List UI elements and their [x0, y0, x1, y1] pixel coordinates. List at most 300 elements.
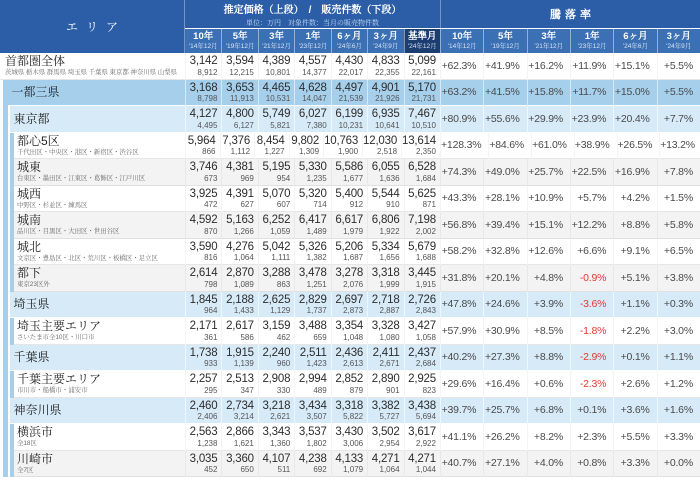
price-cell — [404, 212, 440, 239]
sales-count: 1,044 — [415, 465, 436, 474]
price-cell — [185, 318, 221, 345]
change-cell — [527, 106, 570, 133]
change-rate-columns — [440, 265, 700, 292]
sales-count: 11,913 — [229, 94, 254, 103]
area-label-wrap — [10, 345, 186, 372]
price-value: 13,614 — [402, 134, 437, 147]
area-cell — [0, 133, 185, 160]
sales-count: 1,687 — [343, 253, 364, 262]
change-value: +5.7% — [577, 192, 607, 205]
change-cell — [483, 424, 526, 451]
price-value: 3,318 — [371, 267, 400, 279]
price-cell — [185, 398, 221, 425]
price-value: 4,127 — [189, 108, 218, 120]
change-value: +9.1% — [620, 245, 650, 258]
change-cell — [440, 265, 483, 292]
change-value: +61.0% — [532, 139, 567, 152]
price-cell — [331, 424, 367, 451]
price-value: 3,159 — [262, 320, 291, 332]
change-cell — [483, 318, 526, 345]
change-value: +16.4% — [484, 377, 520, 390]
sales-count: 8,798 — [197, 94, 218, 103]
change-value: +25.7% — [528, 165, 563, 178]
change-rate-columns — [440, 345, 700, 372]
row-label: 一都三県 — [11, 85, 60, 100]
table-row — [0, 318, 700, 345]
price-columns — [185, 53, 440, 80]
change-value: +5.5% — [663, 59, 693, 72]
change-value: +15.8% — [528, 86, 563, 99]
row-label: 埼玉主要エリア — [17, 319, 102, 334]
change-cell — [483, 398, 526, 425]
change-cell — [657, 424, 700, 451]
change-cell — [613, 212, 656, 239]
price-value: 3,590 — [189, 240, 218, 253]
sales-count: 1,737 — [306, 306, 327, 315]
price-cell — [221, 318, 257, 345]
sales-count: 1,922 — [379, 226, 400, 236]
price-value: 3,427 — [408, 320, 436, 332]
sales-count: 21,926 — [375, 94, 400, 103]
price-value: 3,438 — [408, 399, 436, 412]
price-cell — [294, 239, 330, 266]
change-value: -1.8% — [579, 324, 607, 337]
price-cell — [258, 53, 294, 80]
sales-count: 462 — [276, 332, 291, 342]
price-cell — [331, 80, 367, 107]
price-value: 2,852 — [335, 373, 364, 385]
change-value: +1.2% — [663, 377, 693, 390]
table-row — [0, 451, 700, 477]
price-cell — [367, 371, 403, 398]
sales-count: 10,641 — [375, 120, 400, 130]
sales-count: 511 — [277, 465, 291, 474]
sales-count: 10,231 — [338, 120, 364, 130]
sales-count: 2,887 — [379, 306, 400, 315]
change-cell — [657, 159, 700, 186]
change-cell — [613, 424, 656, 451]
change-value: +32.8% — [484, 245, 520, 258]
price-value: 3,925 — [189, 187, 218, 200]
change-rate-columns — [440, 212, 700, 239]
change-cell — [527, 371, 570, 398]
period-label: 5年 — [232, 30, 248, 42]
sales-count: 659 — [313, 332, 327, 342]
change-cell — [483, 451, 526, 477]
area-label-wrap — [14, 186, 185, 213]
sales-count: 452 — [204, 465, 218, 474]
row-note: 台東区・墨田区・江東区・葛飾区・江戸川区 — [17, 175, 146, 183]
price-cell — [404, 159, 440, 186]
change-cell — [531, 133, 574, 160]
change-rate-columns — [440, 186, 700, 213]
change-value: +0.1% — [577, 404, 607, 417]
change-value: -2.9% — [579, 351, 607, 364]
change-value: -3.6% — [579, 298, 607, 311]
row-note: 東京23区外 — [17, 281, 50, 289]
price-cell — [367, 398, 403, 425]
sales-count: 3,006 — [343, 438, 364, 448]
price-value: 2,734 — [226, 399, 254, 412]
change-cell — [659, 133, 700, 160]
sales-count: 1,684 — [415, 173, 436, 183]
price-cell — [258, 106, 294, 133]
change-value: +15.0% — [614, 86, 650, 99]
price-value: 2,866 — [226, 426, 254, 438]
change-rate-columns — [440, 398, 700, 425]
price-value: 4,628 — [298, 81, 327, 94]
change-cell — [483, 239, 526, 266]
change-value: +22.5% — [571, 165, 607, 178]
price-columns — [185, 451, 440, 477]
change-rate-columns — [440, 106, 700, 133]
price-value: 6,027 — [298, 108, 327, 120]
change-value: +58.2% — [441, 245, 477, 258]
price-value: 2,870 — [226, 267, 254, 279]
table-row — [0, 53, 700, 80]
price-value: 3,746 — [189, 161, 218, 173]
sales-count: 866 — [202, 147, 216, 156]
period-date: '24年6月 — [622, 42, 648, 50]
price-value: 4,389 — [262, 55, 291, 67]
row-note: 茨城県 栃木県 群馬県 埼玉県 千葉県 東京都 神奈川県 山梨県 — [5, 69, 177, 77]
table-body — [0, 53, 700, 477]
change-value: +5.1% — [620, 271, 650, 284]
sales-count: 1,111 — [271, 253, 291, 262]
period-label: 5年 — [498, 30, 513, 42]
sales-count: 1,309 — [299, 147, 320, 156]
change-cell — [570, 371, 613, 398]
area-cell — [0, 265, 185, 292]
price-cell — [221, 398, 257, 425]
sales-count: 10,510 — [411, 120, 436, 130]
price-period-header — [294, 29, 330, 53]
change-cell — [570, 398, 613, 425]
change-value: +7.8% — [663, 165, 693, 178]
change-cell — [657, 318, 700, 345]
price-value: 6,935 — [371, 108, 400, 120]
sales-count: 22,161 — [411, 67, 436, 77]
price-cell — [404, 371, 440, 398]
price-value: 6,806 — [371, 214, 400, 226]
change-rate-columns — [440, 451, 700, 477]
table-row — [0, 106, 700, 133]
price-value: 2,625 — [262, 293, 291, 306]
price-cell — [323, 133, 362, 160]
change-cell — [483, 265, 526, 292]
change-cell — [657, 186, 700, 213]
price-cell — [254, 133, 289, 160]
change-value: +8.8% — [620, 218, 650, 231]
price-cell — [331, 239, 367, 266]
sales-count: 1,433 — [233, 306, 254, 315]
sales-count: 7,380 — [306, 120, 327, 130]
row-label: 城北 — [17, 239, 42, 254]
price-cell — [404, 265, 440, 292]
price-period-header — [331, 29, 367, 53]
price-value: 3,617 — [408, 426, 436, 438]
sales-count: 933 — [204, 359, 218, 368]
sales-count: 1,079 — [343, 465, 364, 474]
price-columns — [185, 159, 440, 186]
price-cell — [294, 451, 330, 477]
area-cell — [0, 292, 185, 319]
period-label: 1年 — [584, 30, 600, 42]
change-value: +39.7% — [441, 404, 477, 417]
price-columns — [185, 133, 440, 160]
period-label: 3ヶ月 — [373, 30, 398, 42]
sales-count: 1,112 — [230, 147, 251, 156]
table-row — [0, 133, 700, 160]
sales-count: 1,058 — [415, 332, 436, 342]
sales-count: 2,350 — [415, 147, 437, 156]
change-cell — [440, 80, 483, 107]
sales-count: 5,694 — [415, 412, 436, 421]
area-label-wrap — [14, 212, 185, 239]
table-row — [0, 80, 700, 107]
change-value: +6.6% — [577, 245, 607, 258]
row-note: さいたま市全10区・川口市 — [17, 334, 95, 342]
change-value: +2.2% — [620, 324, 650, 337]
price-value: 3,035 — [189, 452, 218, 465]
change-cell — [527, 451, 570, 477]
price-value: 4,271 — [371, 452, 400, 465]
price-value: 4,465 — [262, 81, 291, 94]
change-cell — [570, 80, 613, 107]
price-value: 4,901 — [371, 81, 400, 94]
row-label: 川崎市 — [17, 451, 54, 466]
price-value: 3,653 — [226, 81, 254, 94]
area-label-wrap — [14, 318, 185, 345]
period-date: '24年9月 — [373, 42, 399, 50]
price-cell — [331, 212, 367, 239]
change-value: +80.9% — [441, 112, 477, 125]
row-label: 城西 — [17, 186, 42, 201]
price-value: 3,354 — [335, 320, 364, 332]
sales-count: 910 — [386, 200, 400, 209]
change-value: +84.6% — [489, 139, 525, 152]
change-value: +3.0% — [663, 324, 693, 337]
price-value: 2,436 — [335, 346, 364, 359]
change-rate-section-header: 騰落率 — [440, 0, 700, 28]
change-cell — [483, 345, 526, 372]
change-value: +41.5% — [484, 86, 520, 99]
sales-count: 21,731 — [411, 94, 436, 103]
change-cell — [527, 53, 570, 80]
change-cell — [527, 345, 570, 372]
price-value: 3,382 — [371, 399, 400, 412]
price-cell — [185, 265, 221, 292]
price-value: 3,278 — [335, 267, 364, 279]
price-value: 2,908 — [262, 373, 291, 385]
price-value: 2,257 — [189, 373, 218, 385]
period-date: '14年12月 — [447, 42, 477, 50]
change-cell — [483, 292, 526, 319]
change-value: -2.3% — [579, 377, 607, 390]
change-value: +26.2% — [484, 430, 520, 443]
change-cell — [613, 371, 656, 398]
sales-count: 607 — [276, 200, 291, 209]
price-value: 4,271 — [408, 452, 436, 465]
change-rate-columns — [440, 239, 700, 266]
price-cell — [331, 318, 367, 345]
sales-count: 1,129 — [270, 306, 291, 315]
change-cell — [527, 424, 570, 451]
table-row — [0, 239, 700, 266]
sales-count: 863 — [276, 279, 291, 289]
price-cell — [185, 371, 221, 398]
sales-count: 1,423 — [306, 359, 327, 368]
price-value: 3,434 — [298, 399, 327, 412]
price-value: 5,206 — [335, 240, 364, 253]
area-cell — [0, 239, 185, 266]
sales-count: 1,080 — [379, 332, 400, 342]
price-value: 3,288 — [262, 267, 291, 279]
change-value: +20.1% — [484, 271, 520, 284]
price-cell — [258, 239, 294, 266]
price-cell — [331, 398, 367, 425]
price-cell — [221, 424, 257, 451]
area-label-wrap — [14, 239, 185, 266]
sales-count: 2,621 — [270, 412, 291, 421]
price-value: 2,718 — [371, 293, 400, 306]
price-cell — [294, 106, 330, 133]
price-value: 5,749 — [262, 108, 291, 120]
price-cell — [404, 80, 440, 107]
period-label: 6ヶ月 — [337, 30, 362, 42]
price-cell — [362, 133, 401, 160]
price-cell — [367, 106, 403, 133]
change-cell — [657, 398, 700, 425]
price-value: 2,188 — [226, 293, 254, 306]
sales-count: 1,227 — [264, 147, 285, 156]
change-cell — [488, 133, 531, 160]
change-cell — [657, 212, 700, 239]
sales-count: 879 — [349, 385, 364, 395]
change-rate-columns — [440, 53, 700, 80]
change-period-header — [613, 29, 656, 53]
area-label-wrap — [14, 133, 185, 160]
change-value: +1.6% — [663, 404, 693, 417]
change-cell — [613, 186, 656, 213]
sales-count: 3,214 — [233, 412, 254, 421]
row-note: 市川市・船橋市・浦安市 — [17, 387, 88, 395]
price-cell — [221, 451, 257, 477]
price-cell — [258, 451, 294, 477]
area-cell — [0, 80, 185, 107]
change-cell — [440, 133, 488, 160]
price-cell — [404, 239, 440, 266]
change-cell — [657, 345, 700, 372]
change-cell — [657, 53, 700, 80]
change-cell — [440, 451, 483, 477]
area-label-wrap — [10, 292, 186, 319]
price-cell — [294, 159, 330, 186]
row-label: 都下 — [17, 266, 42, 281]
row-label: 城南 — [17, 213, 42, 228]
sales-count: 6,127 — [233, 120, 254, 130]
change-value: +5.5% — [620, 430, 650, 443]
change-cell — [657, 106, 700, 133]
change-value: +12.2% — [571, 218, 607, 231]
period-date: '23年12月 — [577, 42, 607, 50]
table-row — [0, 212, 700, 239]
change-cell — [440, 424, 483, 451]
area-cell — [0, 371, 185, 398]
price-cell — [367, 186, 403, 213]
table-row — [0, 398, 700, 425]
price-value: 2,617 — [226, 320, 254, 332]
sales-count: 870 — [204, 226, 218, 236]
price-value: 4,430 — [335, 55, 364, 67]
price-cell — [367, 159, 403, 186]
price-value: 7,376 — [222, 134, 251, 147]
area-cell — [0, 212, 185, 239]
change-value: +4.0% — [533, 457, 563, 470]
change-cell — [613, 345, 656, 372]
price-cell — [294, 398, 330, 425]
sales-count: 295 — [204, 385, 218, 395]
price-value: 10,763 — [324, 134, 359, 147]
price-value: 2,925 — [408, 373, 436, 385]
sales-count: 12,215 — [229, 67, 254, 77]
price-value: 1,845 — [189, 293, 218, 306]
change-value: +0.8% — [577, 457, 607, 470]
period-date: '24年9月 — [666, 42, 692, 50]
row-note: 中野区・杉並区・練馬区 — [17, 201, 88, 209]
period-label: 1年 — [305, 30, 321, 42]
price-cell — [331, 265, 367, 292]
sales-count: 14,377 — [302, 67, 327, 77]
price-cell — [289, 133, 324, 160]
price-cell — [221, 53, 257, 80]
change-value: +23.9% — [571, 112, 607, 125]
sales-count: 823 — [422, 385, 436, 395]
price-cell — [367, 239, 403, 266]
change-value: +0.1% — [620, 351, 650, 364]
table-row — [0, 345, 700, 372]
change-cell — [613, 159, 656, 186]
price-value: 6,528 — [408, 161, 436, 173]
period-date: '19年12月 — [491, 42, 520, 50]
sales-count: 901 — [386, 385, 400, 395]
change-cell — [613, 53, 656, 80]
price-value: 1,915 — [226, 346, 254, 359]
change-value: +40.2% — [441, 351, 477, 364]
price-cell — [258, 318, 294, 345]
price-value: 5,679 — [408, 240, 436, 253]
change-value: +128.3% — [441, 139, 482, 152]
row-note: 千代田区・中央区・港区・新宿区・渋谷区 — [17, 148, 139, 156]
price-cell — [258, 371, 294, 398]
change-value: +12.6% — [528, 245, 563, 258]
sales-count: 1,059 — [270, 226, 291, 236]
price-value: 3,594 — [226, 55, 254, 67]
price-value: 3,445 — [408, 267, 436, 279]
price-value: 2,890 — [371, 373, 400, 385]
area-cell — [0, 345, 185, 372]
change-value: +62.3% — [441, 59, 477, 72]
sales-count: 330 — [276, 385, 291, 395]
price-cell — [221, 212, 257, 239]
change-cell — [613, 451, 656, 477]
price-cell — [294, 424, 330, 451]
price-cell — [221, 292, 257, 319]
change-rate-columns — [440, 133, 700, 160]
change-cell — [613, 80, 656, 107]
price-value: 4,133 — [335, 452, 364, 465]
change-value: +29.9% — [528, 112, 563, 125]
